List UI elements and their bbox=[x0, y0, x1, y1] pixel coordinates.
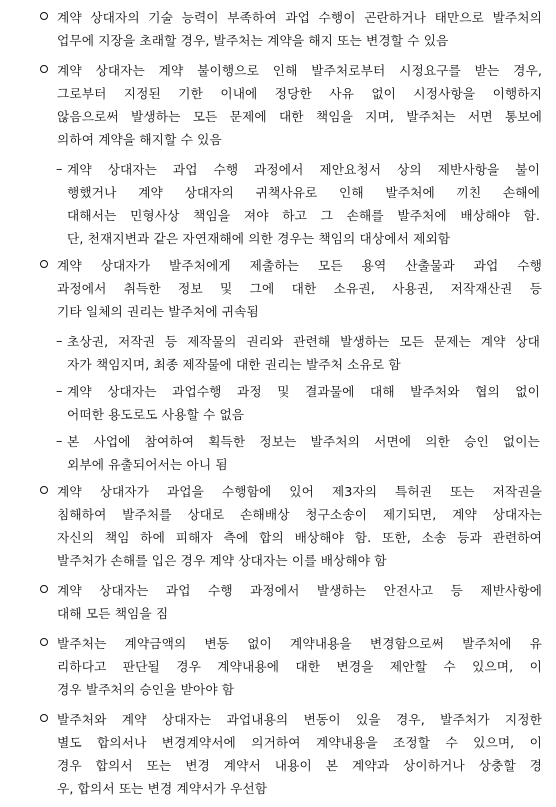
clause bbox=[0, 579, 556, 625]
document-body bbox=[0, 6, 556, 807]
clause-text bbox=[57, 254, 542, 323]
clause-text bbox=[67, 330, 540, 376]
text-line: 발주처는 계약금액의 변동 없이 계약내용을 변경함으로써 발주처에 유 bbox=[57, 636, 542, 651]
clause-text bbox=[67, 158, 540, 250]
text-line: 자가 책임지며, 최종 제작물에 대한 권리는 발주처 소유로 함 bbox=[67, 357, 401, 372]
sub-clause bbox=[0, 330, 556, 376]
circle-bullet-icon bbox=[40, 714, 48, 722]
sub-clause bbox=[0, 430, 556, 476]
clause bbox=[0, 254, 556, 323]
text-line: 과정에서 취득한 정보 및 그에 대한 소유권, 사용권, 저작재산권 등 bbox=[57, 281, 542, 296]
text-line: 기타 일체의 권리는 발주처에 귀속됨 bbox=[57, 304, 259, 319]
text-line: 대해 모든 책임을 짐 bbox=[57, 606, 169, 621]
text-line: 우, 합의서 또는 변경 계약서가 우선함 bbox=[57, 781, 268, 796]
text-line: 경우 합의서 또는 변경 계약서 내용이 본 계약과 상이하거나 상충할 경 bbox=[57, 758, 542, 773]
text-line: 업무에 지장을 초래할 경우, 발주처는 계약을 해지 또는 변경할 수 있음 bbox=[57, 33, 449, 48]
text-line: 침해하여 발주처를 상대로 손해배상 청구소송이 제기되면, 계약 상대자는 bbox=[57, 507, 542, 522]
text-line: 자신의 책임 하에 피해자 측에 합의 배상해야 함. 또한, 소송 등과 관련하여 bbox=[57, 530, 542, 545]
circle-bullet-icon bbox=[40, 486, 48, 494]
text-line: 계약 상대자는 과업 수행 과정에서 발생하는 안전사고 등 제반사항에 bbox=[57, 583, 542, 598]
dash-bullet-icon: – bbox=[56, 384, 63, 399]
dash-bullet-icon: – bbox=[56, 334, 63, 349]
text-line: 않음으로써 발생하는 모든 문제에 대한 책임을 지며, 발주처는 서면 통보에 bbox=[57, 109, 542, 124]
clause-text bbox=[57, 59, 542, 151]
text-line: 본 사업에 참여하여 획득한 정보는 발주처의 서면에 의한 승인 없이는 bbox=[67, 434, 540, 449]
text-line: 발주처가 손해를 입은 경우 계약 상대자는 이를 배상해야 함 bbox=[57, 553, 387, 568]
clause-text bbox=[67, 430, 540, 476]
clause-text bbox=[57, 480, 542, 572]
text-line: 초상권, 저작권 등 제작물의 권리와 관련해 발생하는 모든 문제는 계약 상대 bbox=[67, 334, 540, 349]
text-line: 계약 상대자가 발주처에게 제출하는 모든 용역 산출물과 과업 수행 bbox=[57, 258, 542, 273]
sub-clause bbox=[0, 380, 556, 426]
text-line: 어떠한 용도로도 사용할 수 없음 bbox=[67, 407, 245, 422]
text-line: 행했거나 계약 상대자의 귀책사유로 인해 발주처에 끼친 손해에 bbox=[67, 185, 540, 200]
text-line: 의하여 계약을 해지할 수 있음 bbox=[57, 132, 222, 147]
clause bbox=[0, 708, 556, 800]
circle-bullet-icon bbox=[40, 638, 48, 646]
text-line: 외부에 유출되어서는 아니 됨 bbox=[67, 457, 228, 472]
circle-bullet-icon bbox=[40, 260, 48, 268]
text-line: 그로부터 지정된 기한 이내에 정당한 사유 없이 시정사항을 이행하지 bbox=[57, 86, 542, 101]
text-line: 별도 합의서나 변경계약서에 의거하여 계약내용을 조정할 수 있으며, 이 bbox=[57, 735, 542, 750]
text-line: 대해서는 민형사상 책임을 져야 하고 그 손해를 발주처에 배상해야 함. bbox=[67, 208, 540, 223]
text-line: 계약 상대자는 과업 수행 과정에서 제안요청서 상의 제반사항을 불이 bbox=[67, 162, 540, 177]
clause bbox=[0, 480, 556, 572]
text-line: 리하다고 판단될 경우 계약내용에 대한 변경을 제안할 수 있으며, 이 bbox=[57, 659, 542, 674]
clause-text bbox=[57, 708, 542, 800]
clause-text bbox=[57, 6, 542, 52]
dash-bullet-icon: – bbox=[56, 434, 63, 449]
clause bbox=[0, 632, 556, 701]
clause-text bbox=[57, 632, 542, 701]
circle-bullet-icon bbox=[40, 12, 48, 20]
text-line: 계약 상대자가 과업을 수행함에 있어 제3자의 특허권 또는 저작권을 bbox=[57, 484, 542, 499]
clause bbox=[0, 6, 556, 52]
text-line: 계약 상대자는 과업수행 과정 및 결과물에 대해 발주처와 협의 없이 bbox=[67, 384, 540, 399]
text-line: 경우 발주처의 승인을 받아야 함 bbox=[57, 682, 235, 697]
circle-bullet-icon bbox=[40, 65, 48, 73]
clause-text bbox=[57, 579, 542, 625]
text-line: 계약 상대자의 기술 능력이 부족하여 과업 수행이 곤란하거나 태만으로 발주처의 bbox=[57, 10, 542, 25]
clause bbox=[0, 59, 556, 151]
sub-clause bbox=[0, 158, 556, 250]
text-line: 단, 천재지변과 같은 자연재해에 의한 경우는 책임의 대상에서 제외함 bbox=[67, 231, 451, 246]
circle-bullet-icon bbox=[40, 585, 48, 593]
text-line: 계약 상대자는 계약 불이행으로 인해 발주처로부터 시정요구를 받는 경우, bbox=[57, 63, 542, 78]
clause-text bbox=[67, 380, 540, 426]
dash-bullet-icon: – bbox=[56, 162, 63, 177]
text-line: 발주처와 계약 상대자는 과업내용의 변동이 있을 경우, 발주처가 지정한 bbox=[57, 712, 542, 727]
